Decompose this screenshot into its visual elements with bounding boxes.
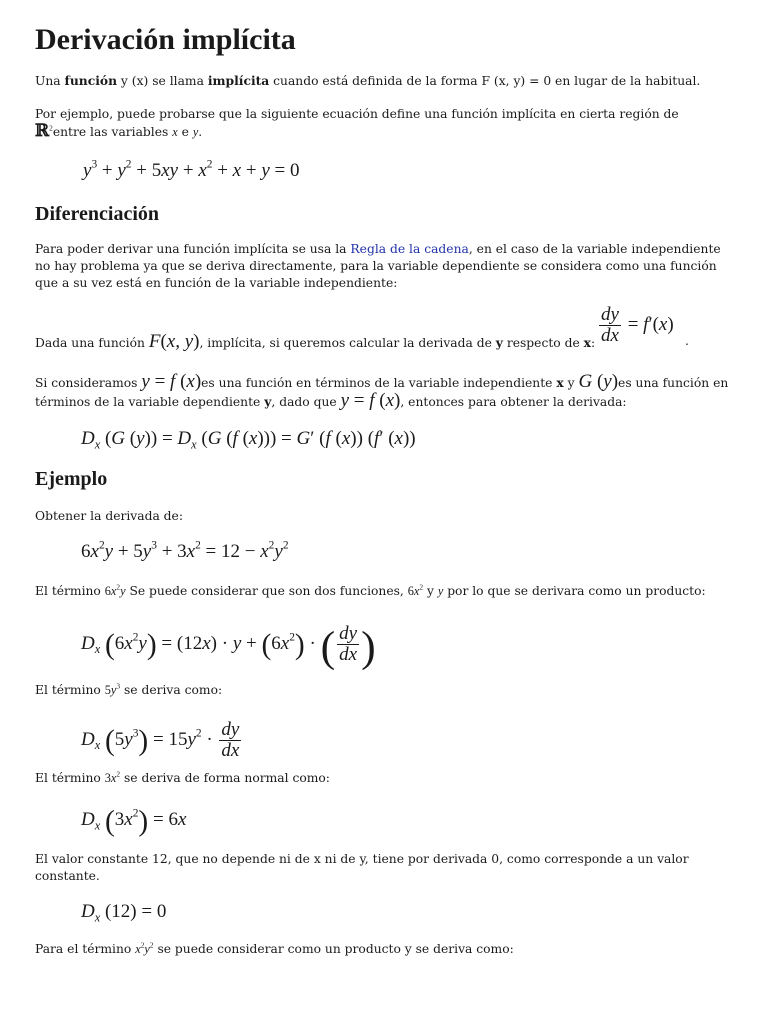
text: por lo que se derivara como un producto: [443, 584, 706, 598]
var-y: y [192, 125, 199, 139]
var-x-bold: x [583, 335, 592, 350]
math-y-eq-fx: y = f (x) [141, 371, 202, 392]
var-y-bold: y [264, 394, 272, 409]
text: Se puede considerar que son dos funciones, [125, 584, 408, 598]
text: y (x) se llama [117, 74, 208, 88]
ej-paragraph-6 [35, 941, 740, 958]
text: y [563, 376, 579, 390]
ej-paragraph-5: El valor constante 12, que no depende ni de x ni de y, tiene por derivada 0, como corresponde a un valor constante. [35, 852, 689, 883]
text: El término [35, 584, 105, 598]
math-F-xy: F(x, y) [148, 331, 200, 352]
text: se deriva como: [120, 683, 223, 697]
text: e [177, 125, 193, 139]
page-title: Derivación implícita [35, 23, 296, 56]
ej-paragraph-3 [35, 682, 740, 699]
equation-chain-rule: $D_x$ (G $(y)) = D_x$ (G (f (x))) = G′ (f (x)) (f′ (x)) [81, 428, 416, 452]
text: , entonces para obtener la derivada: [400, 395, 627, 409]
dif-paragraph-3 [35, 373, 740, 411]
text: se deriva de forma normal como: [120, 771, 330, 785]
math-x2y2: $x^2y^2$ [135, 940, 154, 956]
text: Para poder derivar una función implícita se usa la [35, 242, 351, 256]
text: Para el término [35, 942, 136, 956]
math-6x2y: $6x^2y$ [104, 582, 126, 598]
var-x-bold: x [556, 375, 564, 390]
math-y: y [437, 584, 444, 598]
exponent: 2 [49, 123, 53, 133]
text: cuando está definida de la forma F (x, y) = 0 en lugar de la habitual. [269, 74, 701, 88]
text: Una [35, 74, 65, 88]
text: entre las variables [52, 125, 173, 139]
text: es una función en términos de la variable independiente [201, 376, 557, 390]
text: Dada una función [35, 336, 149, 350]
text: es una función en términos de la variable dependiente [35, 376, 729, 409]
equation-5y3: $D_x$ $(5y^3) = 15y^2$ · $\frac{dy}{dx}$ [81, 719, 240, 761]
text: El término [35, 771, 105, 785]
math-5y3: $5y^3$ [104, 681, 121, 697]
text: respecto de [502, 336, 584, 350]
var-x: x [172, 125, 178, 139]
equation-example: $y^3 + y^2 + 5xy + x^2 + x + y = 0$ [83, 158, 300, 181]
math-6x2: $6x^2$ [407, 582, 424, 598]
equation-ejemplo: $6x^2y + 5y^3 + 3x^2 = 12 - x^2y^2$ [81, 539, 289, 562]
term-funcion: función [64, 73, 118, 88]
text: , en el caso de la variable independiente no hay problema ya que se deriva directamente, para la variable dependiente se considera como una función que a su vez está en función de la variable independiente: [35, 242, 721, 290]
term-implicita: implícita [207, 73, 270, 88]
text: : [591, 336, 596, 350]
text: , implícita, si queremos calcular la derivada de [199, 336, 496, 350]
ej-paragraph-1: Obtener la derivada de: [35, 509, 183, 523]
var-y-bold: y [495, 335, 503, 350]
equation-3x2: $D_x$ $(3x^2) = 6x$ [81, 805, 187, 838]
equation-constant: $D_x$ (12) = 0 [81, 901, 167, 925]
reals-symbol: ℝ [35, 121, 50, 141]
section-heading-ejemplo: Ejemplo [35, 468, 108, 490]
math-y-eq-fx: y = f (x) [340, 390, 401, 411]
text: , dado que [271, 395, 341, 409]
ej-paragraph-2 [35, 583, 740, 600]
math-G-y: G (y) [578, 371, 619, 392]
period: . [685, 334, 689, 348]
text: y [423, 584, 438, 598]
intro-paragraph-2 [35, 106, 725, 141]
section-heading-diferenciacion: Diferenciación [35, 203, 160, 225]
math-3x2: $3x^2$ [104, 769, 121, 785]
text: Por ejemplo, puede probarse que la siguiente ecuación define una función implícita en cierta región de [35, 107, 679, 121]
dif-paragraph-1 [35, 241, 735, 292]
ej-paragraph-4 [35, 770, 740, 787]
intro-paragraph-1 [35, 72, 740, 90]
text: . [198, 125, 203, 139]
text: El término [35, 683, 105, 697]
text: se puede considerar como un producto y se deriva como: [153, 942, 514, 956]
text: Si consideramos [35, 376, 142, 390]
chain-rule-link[interactable]: Regla de la cadena [350, 242, 469, 256]
math-dy-dx: $\frac{dy}{dx}$ = f′(x) [601, 304, 674, 346]
equation-product-rule: $D_x$ $(6x^2y) = (12x) \cdot y + (6x^2)$ · ( $\frac{dy}{dx}$ ) [81, 623, 376, 672]
